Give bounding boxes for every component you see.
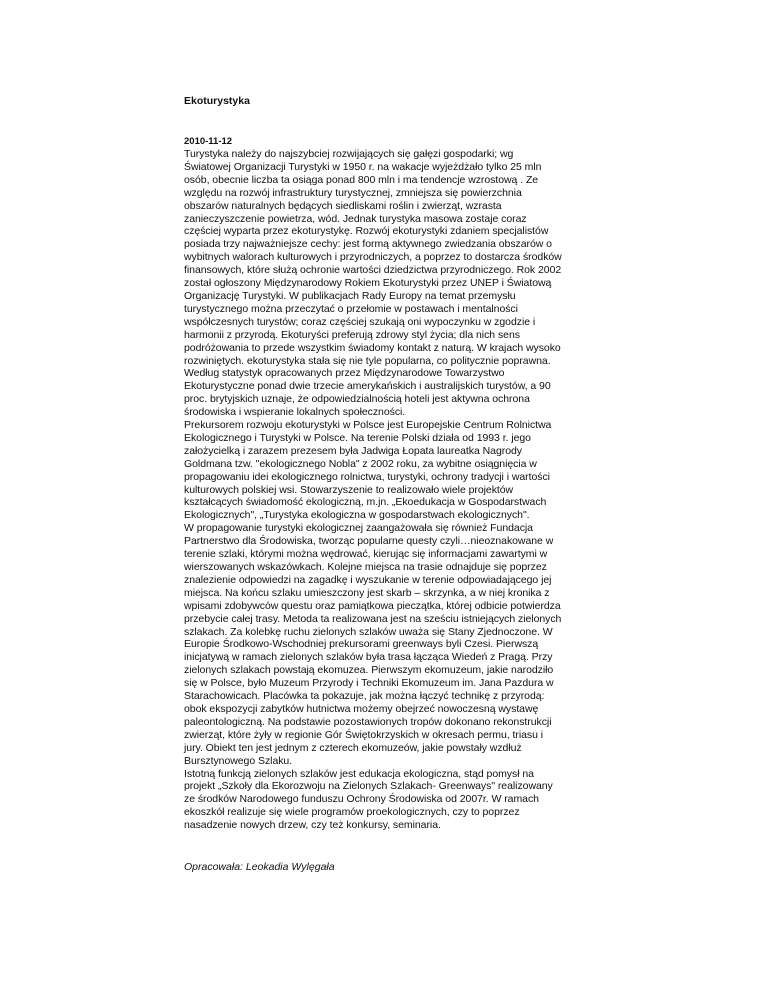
article-author: Opracowała: Leokadia Wylęgała [184,861,335,874]
article-date: 2010-11-12 [184,136,233,147]
article [184,94,604,874]
article-title: Ekoturystyka [184,95,250,107]
article-body: Turystyka należy do najszybciej rozwijających się gałęzi gospodarki; wg Światowej Organizacji Turystyki w 1950 r. na wakacje wyjeżdżało tylko 25 mln osób, obecnie liczba ta osiąga ponad 800 mln i ma tendencje wzrostową . Ze względu na rozwój infrastruktury turystycznej, zmniejsza się powierzchnia obszarów naturalnych będących siedliskami roślin i zwierząt, wzrasta zanieczyszczenie powietrza, wód. Jednak turystyka masowa zostaje coraz częściej wyparta przez ekoturystykę. Rozwój ekoturystyki zdaniem specjalistów posiada trzy najważniejsze cechy: jest formą aktywnego zwiedzania obszarów o wybitnych walorach kulturowych i przyrodniczych, a poprzez to dostarcza środków finansowych, które służą ochronie wartości dziedzictwa przyrodniczego. Rok 2002 został ogłoszony Międzynarodowy Rokiem Ekoturystyki przez UNEP i Światową Organizację Turystyki. W publikacjach Rady Europy na temat przemysłu turystycznego można przeczytać o przełomie w postawach i mentalności współczesnych turystów; coraz częściej szukają oni wypoczynku w zgodzie i harmonii z przyrodą. Ekoturyści preferują zdrowy styl życia; dla nich sens podróżowania to przede wszystkim świadomy kontakt z naturą. W krajach wysoko rozwiniętych. ekoturystyka stała się nie tyle popularna, co politycznie poprawna. Według statystyk opracowanych przez Międzynarodowe Towarzystwo Ekoturystyczne ponad dwie trzecie amerykańskich i australijskich turystów, a 90 proc. brytyjskich uznaje, że odpowiedzialnością hoteli jest aktywna ochrona środowiska i wspieranie lokalnych społeczności. Prekursorem rozwoju ekoturystyki w Polsce jest Europejskie Centrum Rolnictwa Ekologicznego i Turystyki w Polsce. Na terenie Polski działa od 1993 r. jego założycielką i zarazem prezesem była Jadwiga Łopata laureatka Nagrody Goldmana tzw. "ekologicznego Nobla" z 2002 roku, za wybitne osiągnięcia w propagowaniu idei ekologicznego rolnictwa, turystyki, ochrony tradycji i wartości kulturowych polskiej wsi. Stowarzyszenie to realizowało wiele projektów kształcących świadomość ekologiczną, m.jn. „Ekoedukacja w Gospodarstwach Ekologicznych", „Turystyka ekologiczna w gospodarstwach ekologicznych". W propagowanie turystyki ekologicznej zaangażowała się również Fundacja Partnerstwo dla Środowiska, tworząc popularne questy czyli…nieoznakowane w terenie szlaki, którymi można wędrować, kierując się informacjami zawartymi w wierszowanych wskazówkach. Kolejne miejsca na trasie odnajduje się poprzez znalezienie odpowiedzi na zagadkę i wyszukanie w terenie odpowiadającego jej miejsca. Na końcu szlaku umieszczony jest skarb – skrzynka, a w niej kronika z wpisami zdobywców questu oraz pamiątkowa pieczątka, której odbicie potwierdza przebycie całej trasy. Metoda ta realizowana jest na sześciu istniejących zielonych szlakach. Za kolebkę ruchu zielonych szlaków uważa się Stany Zjednoczone. W Europie Środkowo-Wschodniej prekursorami greenways byli Czesi. Pierwszą inicjatywą w ramach zielonych szlaków była trasa łącząca Wiedeń z Pragą. Przy zielonych szlakach powstają ekomuzea. Pierwszym ekomuzeum, jakie narodziło się w Polsce, było Muzeum Przyrody i Techniki Ekomuzeum im. Jana Pazdura w Starachowicach. Placówka ta pokazuje, jak można łączyć technikę z przyrodą: obok ekspozycji zabytków hutnictwa możemy obejrzeć nowoczesną wystawę paleontologiczną. Na podstawie pozostawionych tropów dokonano rekonstrukcji zwierząt, które żyły w regionie Gór Świętokrzyskich w okresach permu, triasu i jury. Obiekt ten jest jednym z czterech ekomuzeów, jakie powstały wzdłuż Bursztynowego Szlaku. Istotną funkcją zielonych szlaków jest edukacja ekologiczna, stąd pomysł na projekt „Szkoły dla Ekorozwoju na Zielonych Szlakach- Greenways" realizowany ze środków Narodowego funduszu Ochrony Środowiska od 2007r. W ramach ekoszkół realizuje się wiele programów proekologicznych, czy to poprzez nasadzenie nowych drzew, czy też konkursy, seminaria. [184,148,562,832]
